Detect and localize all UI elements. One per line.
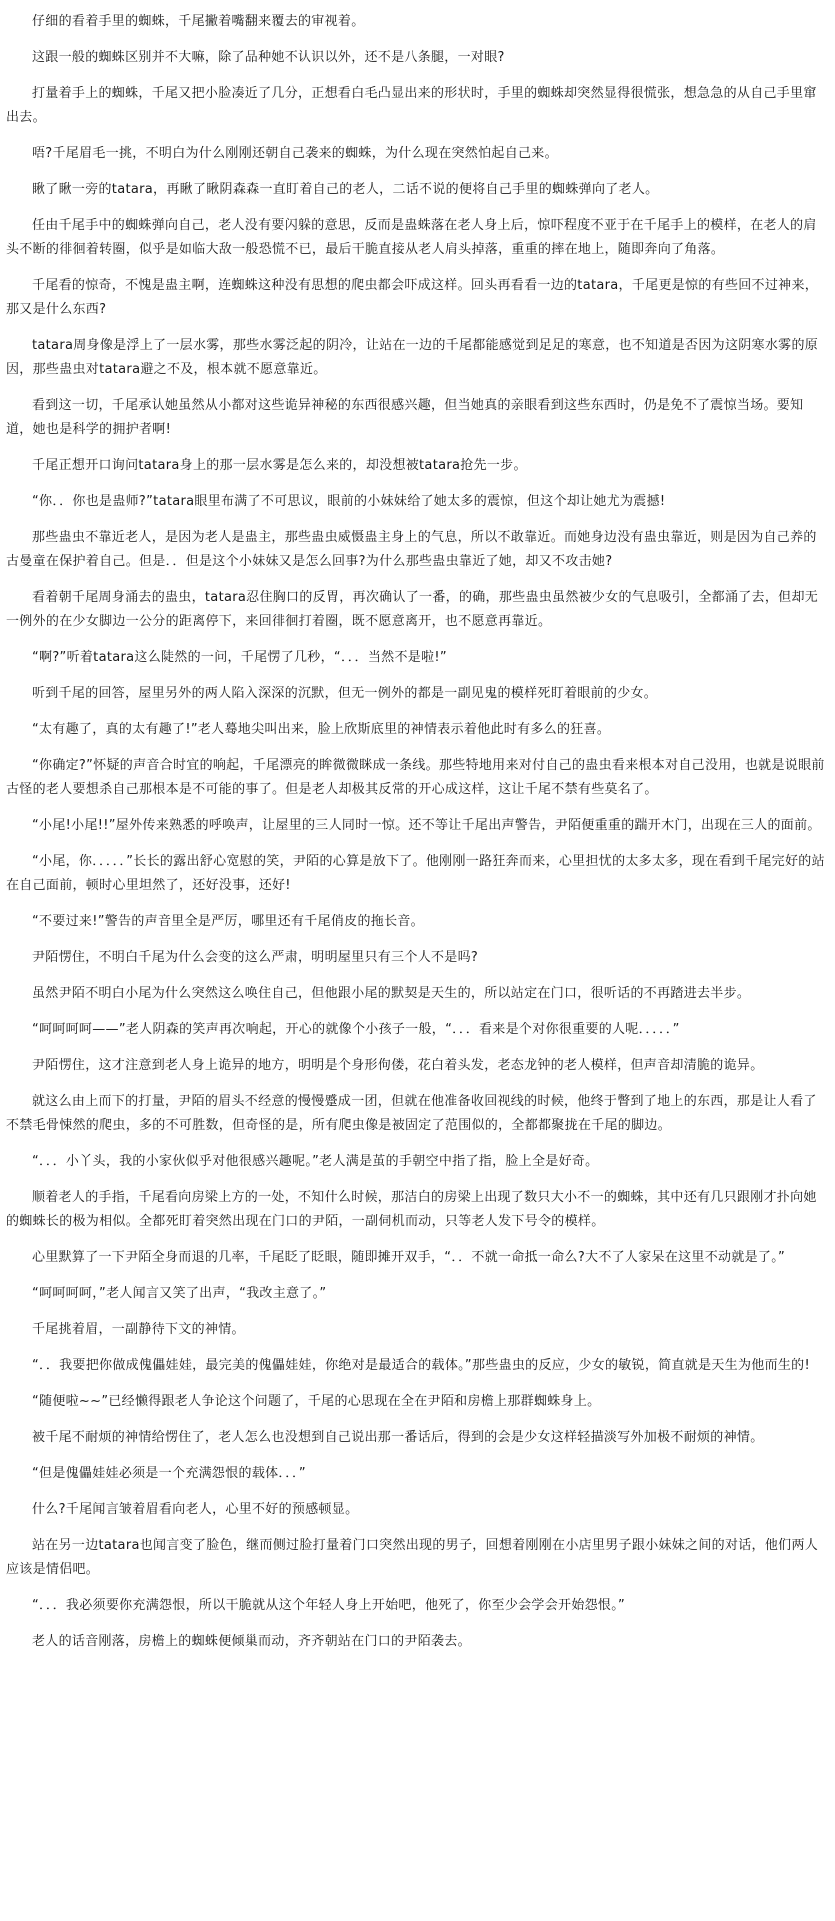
paragraph: “小尾，你．．．．．”长长的露出舒心宽慰的笑，尹陌的心算是放下了。他刚刚一路狂奔而来，心里担忧的太多太多，现在看到千尾完好的站在自己面前，顿时心里坦然了，还好没事，还好! [6,854,825,893]
paragraph: 心里默算了一下尹陌全身而退的几率，千尾眨了眨眼，随即摊开双手，“．．不就一命抵一命么?大不了人家呆在这里不动就是了。” [32,1250,786,1265]
paragraph: 千尾挑着眉，一副静待下文的神情。 [32,1322,245,1337]
paragraph: 打量着手上的蜘蛛，千尾又把小脸凑近了几分，正想看白毛凸显出来的形状时，手里的蜘蛛却突然显得很慌张，想急急的从自己手里窜出去。 [6,86,817,125]
paragraph: 站在另一边tatara也闻言变了脸色，继而侧过脸打量着门口突然出现的男子，回想着刚刚在小店里男子跟小妹妹之间的对话，他们两人应该是情侣吧。 [6,1538,819,1577]
paragraph: 那些蛊虫不靠近老人，是因为老人是蛊主，那些蛊虫威慑蛊主身上的气息，所以不敢靠近。而她身边没有蛊虫靠近，则是因为自己养的古曼童在保护着自己。但是．．但是这个小妹妹又是怎么回事?为什么那些蛊虫靠近了她，却又不攻击她? [6,530,817,569]
paragraph: 瞅了瞅一旁的tatara，再瞅了瞅阴森森一直盯着自己的老人，二话不说的便将自己手里的蜘蛛弹向了老人。 [32,182,659,197]
paragraph: “．．我要把你做成傀儡娃娃，最完美的傀儡娃娃，你绝对是最适合的载体。”那些蛊虫的反应，少女的敏锐，简直就是天生为他而生的! [32,1358,810,1373]
paragraph: “不要过来!”警告的声音里全是严厉，哪里还有千尾俏皮的拖长音。 [32,914,424,929]
paragraph: 听到千尾的回答，屋里另外的两人陷入深深的沉默，但无一例外的都是一副见鬼的模样死盯着眼前的少女。 [32,686,658,701]
paragraph: 看着朝千尾周身涌去的蛊虫，tatara忍住胸口的反胃，再次确认了一番，的确，那些蛊虫虽然被少女的气息吸引，全都涌了去，但却无一例外的在少女脚边一公分的距离停下，来回徘徊打着圈，既不愿意离开，也不愿意再靠近。 [6,590,819,629]
paragraph: “太有趣了，真的太有趣了!”老人蓦地尖叫出来，脸上欣斯底里的神情表示着他此时有多么的狂喜。 [32,722,611,737]
paragraph: “你确定?”怀疑的声音合时宜的响起，千尾漂亮的眸微微眯成一条线。那些特地用来对付自己的蛊虫看来根本对自己没用，也就是说眼前古怪的老人要想杀自己那根本是不可能的事了。但是老人却极其反常的开心成这样，这让千尾不禁有些莫名了。 [6,758,825,797]
paragraph: “随便啦~~”已经懒得跟老人争论这个问题了，千尾的心思现在全在尹陌和房檐上那群蜘蛛身上。 [32,1394,601,1409]
paragraph: 顺着老人的手指，千尾看向房梁上方的一处，不知什么时候，那洁白的房梁上出现了数只大小不一的蜘蛛，其中还有几只跟刚才扑向她的蜘蛛长的极为相似。全都死盯着突然出现在门口的尹陌，一副伺机而动，只等老人发下号令的模样。 [6,1190,817,1229]
paragraph: 千尾看的惊奇，不愧是蛊主啊，连蜘蛛这种没有思想的爬虫都会吓成这样。回头再看看一边的tatara，千尾更是惊的有些回不过神来，那又是什么东西? [6,278,819,317]
paragraph: “．．．我必须要你充满怨恨，所以干脆就从这个年轻人身上开始吧，他死了，你至少会学会开始怨恨。” [32,1598,626,1613]
paragraph: 看到这一切，千尾承认她虽然从小都对这些诡异神秘的东西很感兴趣，但当她真的亲眼看到这些东西时，仍是免不了震惊当场。要知道，她也是科学的拥护者啊! [6,398,804,437]
paragraph: 被千尾不耐烦的神情给愣住了，老人怎么也没想到自己说出那一番话后，得到的会是少女这样轻描淡写外加极不耐烦的神情。 [32,1430,764,1445]
paragraph: “你．．你也是蛊师?”tatara眼里布满了不可思议，眼前的小妹妹给了她太多的震惊，但这个却让她尤为震撼! [32,494,666,509]
paragraph: 这跟一般的蜘蛛区别并不大嘛，除了品种她不认识以外，还不是八条腿，一对眼? [32,50,505,65]
paragraph: “．．．小丫头，我的小家伙似乎对他很感兴趣呢。”老人满是茧的手朝空中指了指，脸上全是好奇。 [32,1154,599,1169]
paragraph: “呵呵呵呵——”老人阴森的笑声再次响起，开心的就像个小孩子一般，“．．．看来是个对你很重要的人呢．．．．．” [32,1022,680,1037]
paragraph: 唔?千尾眉毛一挑，不明白为什么刚刚还朝自己袭来的蜘蛛，为什么现在突然怕起自己来。 [32,146,558,161]
paragraph: 尹陌愣住，不明白千尾为什么会变的这么严肃，明明屋里只有三个人不是吗? [32,950,479,965]
paragraph: 尹陌愣住，这才注意到老人身上诡异的地方，明明是个身形佝偻，花白着头发，老态龙钟的老人模样，但声音却清脆的诡异。 [32,1058,764,1073]
paragraph: 什么?千尾闻言皱着眉看向老人，心里不好的预感顿显。 [32,1502,359,1517]
paragraph: 虽然尹陌不明白小尾为什么突然这么唤住自己，但他跟小尾的默契是天生的，所以站定在门口，很听话的不再踏进去半步。 [32,986,751,1001]
paragraph: 仔细的看着手里的蜘蛛，千尾撇着嘴翻来覆去的审视着。 [32,14,365,29]
paragraph: 任由千尾手中的蜘蛛弹向自己，老人没有要闪躲的意思，反而是蛊蛛落在老人身上后，惊吓程度不亚于在千尾手上的模样，在老人的肩头不断的徘徊着转圈，似乎是如临大敌一般恐慌不已，最后干脆直接从老人肩头掉落，重重的摔在地上，随即奔向了角落。 [6,218,817,257]
paragraph: “但是傀儡娃娃必须是一个充满怨恨的载体．．．” [32,1466,306,1481]
paragraph: 千尾正想开口询问tatara身上的那一层水雾是怎么来的，却没想被tatara抢先一步。 [32,458,527,473]
paragraph: 就这么由上而下的打量，尹陌的眉头不经意的慢慢蹙成一团，但就在他准备收回视线的时候，他终于瞥到了地上的东西，那是让人看了不禁毛骨悚然的爬虫，多的不可胜数，但奇怪的是，所有爬虫像是被固定了范围似的，全都都聚拢在千尾的脚边。 [6,1094,817,1133]
paragraph: 老人的话音刚落，房檐上的蜘蛛便倾巢而动，齐齐朝站在门口的尹陌袭去。 [32,1634,471,1649]
paragraph: tatara周身像是浮上了一层水雾，那些水雾泛起的阴冷，让站在一边的千尾都能感觉到足足的寒意，也不知道是否因为这阴寒水雾的原因，那些蛊虫对tatara避之不及，根本就不愿意靠近。 [6,338,819,377]
paragraph: “啊?”听着tatara这么陡然的一问，千尾愣了几秒，“．．．当然不是啦!” [32,650,447,665]
paragraph: “小尾!小尾!!”屋外传来熟悉的呼唤声，让屋里的三人同时一惊。还不等让千尾出声警告，尹陌便重重的踹开木门，出现在三人的面前。 [32,818,821,833]
paragraph: “呵呵呵呵，”老人闻言又笑了出声，“我改主意了。” [32,1286,327,1301]
